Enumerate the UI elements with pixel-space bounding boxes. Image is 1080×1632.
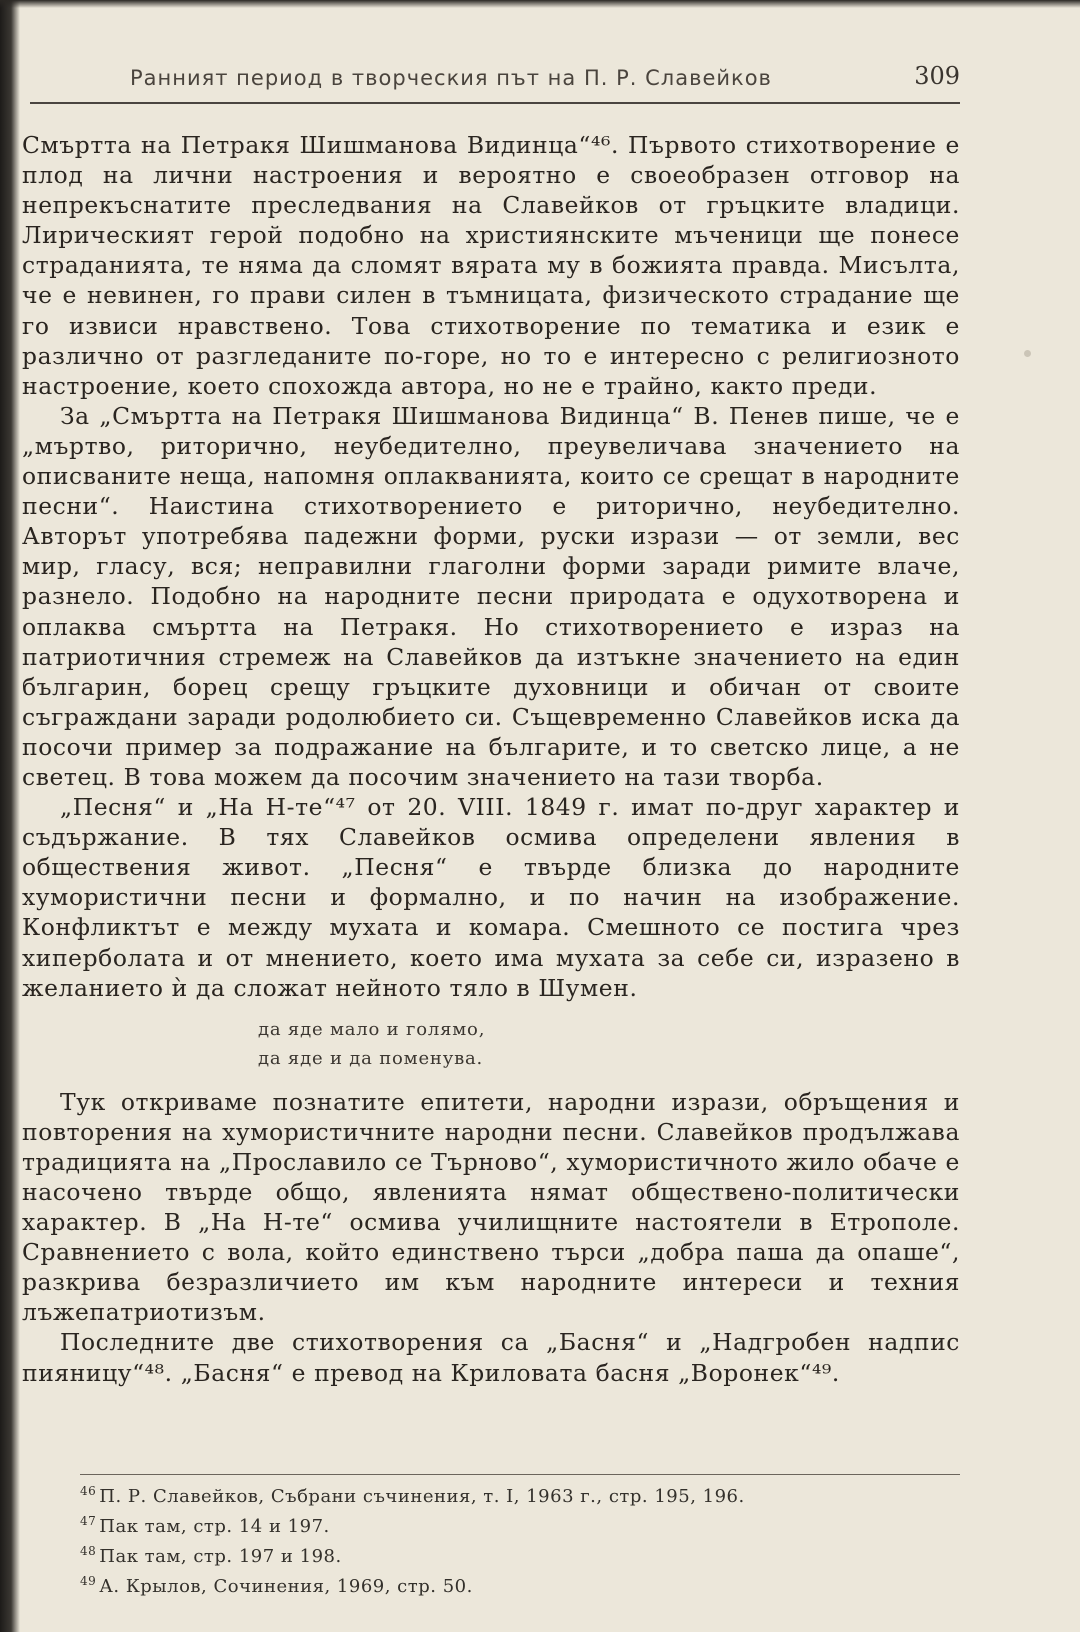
footnote-text: Пак там, стр. 14 и 197. [99,1516,330,1537]
paragraph: Последните две стихотворения са „Басня“ и „Надгробен надпис пияницу“⁴⁸. „Басня“ е превод на Криловата басня „Воронек“⁴⁹. [22,1328,960,1387]
footnote [80,1509,960,1539]
footnotes [80,1474,960,1599]
binding-gutter-shadow [0,0,20,1632]
footnote-number: 47 [80,1514,97,1528]
running-title: Ранният период в творческия път на П. Р. Славейков [130,66,772,90]
paper-speck [1024,350,1031,357]
footnote-text: Пак там, стр. 197 и 198. [99,1546,342,1567]
footnote [80,1539,960,1569]
verse-quote [258,1015,960,1073]
page-number: 309 [914,62,960,90]
main-text [22,130,960,1388]
footnote-text: А. Крылов, Сочинения, 1969, стр. 50. [99,1576,473,1597]
footnote [80,1479,960,1509]
paragraph: „Песня“ и „На Н-те“⁴⁷ от 20. VIII. 1849 г. имат по-друг характер и съдържание. В тях Славейков осмива определени явления в обществения живот. „Песня“ е твърде близка до народните хумористични песни и формално, и по начин на изображение. Конфликтът е между мухата и комара. Смешното се постига чрез хиперболата и от мнението, което има мухата за себе си, изразено в желанието ѝ да сложат нейното тяло в Шумен. [22,793,960,1002]
footnote-number: 49 [80,1574,97,1588]
verse-line: да яде мало и голямо, [258,1018,486,1040]
paragraph: За „Смъртта на Петракя Шишманова Видинца“ В. Пенев пише, че е „мъртво, риторично, неубедително, преувеличава значението на описваните неща, напомня оплакванията, които се срещат в народните песни“. Наистина стихотворението е риторично, неубедително. Авторът употребява падежни форми, руски изрази — от земли, вес мир, гласу, вся; неправилни глаголни форми заради римите влаче, разнело. Подобно на народните песни природата е одухотворена и оплаква смъртта на Петракя. Но стихотворението е израз на патриотичния стремеж на Славейков да изтъкне значението на един българин, борец срещу гръцките духовници и обичан от своите съграждани заради родолюбието си. Същевременно Славейков иска да посочи пример за подражание на българите, и то светско лице, а не светец. В това можем да посочим значението на тази творба. [22,401,960,791]
running-header [30,62,960,104]
paragraph: Тук откриваме познатите епитети, народни изрази, обръщения и повторения на хумористичните народни песни. Славейков продължава традицията на „Прославило се Търново“, хумористичното жило обаче е насочено твърде общо, явленията нямат обществено-политически характер. В „На Н-те“ осмива училищните настоятели в Етрополе. Сравнението с вола, който единствено търси „добра паша да опаше“, разкрива безразличието им към народните интереси и техния лъжепатриотизъм. [22,1087,960,1327]
footnote-number: 48 [80,1544,97,1558]
page-top-edge [0,0,1080,8]
verse-line: да яде и да поменува. [258,1047,484,1069]
footnote-number: 46 [80,1484,97,1498]
paragraph: Смъртта на Петракя Шишманова Видинца“⁴⁶. Първото стихотворение е плод на лични настроения и вероятно е своеобразен отговор на непрекъснатите преследвания на Славейков от гръцките владици. Лирическият герой подобно на християнските мъченици ще понесе страданията, те няма да сломят вярата му в божията правда. Мисълта, че е невинен, го прави силен в тъмницата, физическото страдание ще го извиси нравствено. Това стихотворение по тематика и език е различно от разгледаните по-горе, но то е интересно с религиозното настроение, което спохожда автора, но не е трайно, както преди. [22,131,960,400]
footnote-text: П. Р. Славейков, Събрани съчинения, т. I, 1963 г., стр. 195, 196. [99,1486,745,1507]
footnote [80,1569,960,1599]
